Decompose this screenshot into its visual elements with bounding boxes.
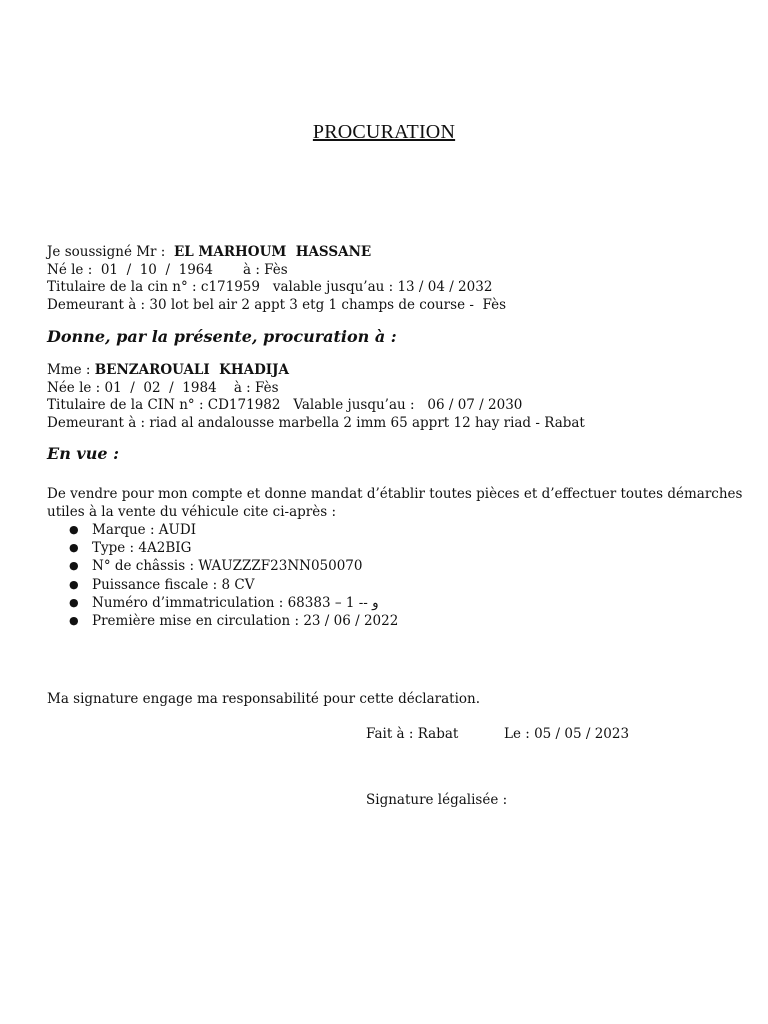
bullet-icon: ● bbox=[69, 577, 79, 591]
list-item bbox=[47, 557, 747, 575]
mandataire-name: BENZAROUALI KHADIJA bbox=[94, 362, 289, 378]
list-item bbox=[47, 539, 747, 557]
mandant-name: EL MARHOUM HASSANE bbox=[173, 244, 372, 260]
vehicle-item-text: N° de châssis : WAUZZZF23NN050070 bbox=[92, 558, 363, 575]
purpose-text: De vendre pour mon compte et donne mandat d’établir toutes pièces et d’effectuer toutes démarches utiles à la vente du véhicule cite ci-après : bbox=[47, 486, 743, 520]
bullet-icon: ● bbox=[69, 595, 79, 609]
fait-a: Fait à : Rabat bbox=[366, 726, 459, 742]
bullet-icon: ● bbox=[69, 613, 79, 627]
document-title: PROCURATION bbox=[312, 121, 456, 143]
signature-label: Signature légalisée : bbox=[366, 792, 508, 808]
mandataire-cin: Titulaire de la CIN n° : CD171982 Valable jusqu’au : 06 / 07 / 2030 bbox=[47, 397, 523, 413]
purpose-section bbox=[47, 486, 747, 630]
bullet-icon: ● bbox=[69, 523, 79, 536]
mandataire-section bbox=[47, 362, 747, 432]
list-item bbox=[47, 521, 747, 539]
vehicle-item-text: Puissance fiscale : 8 CV bbox=[92, 576, 255, 593]
mandant-cin: Titulaire de la cin n° : c171959 valable jusqu’au : 13 / 04 / 2032 bbox=[47, 279, 493, 295]
heading-donne: Donne, par la présente, procuration à : bbox=[47, 327, 397, 346]
signature-date: Le : 05 / 05 / 2023 bbox=[504, 726, 630, 742]
list-item bbox=[47, 594, 747, 612]
mandant-intro: Je soussigné Mr : bbox=[47, 244, 174, 260]
vehicle-item-text: Marque : AUDI bbox=[92, 522, 197, 538]
declaration-text: Ma signature engage ma responsabilité pour cette déclaration. bbox=[47, 691, 481, 707]
mandant-name-line bbox=[47, 244, 747, 262]
mandataire-intro: Mme : bbox=[47, 362, 95, 378]
vehicle-item-text: Première mise en circulation : 23 / 06 / 2022 bbox=[92, 612, 399, 629]
list-item bbox=[47, 612, 747, 630]
mandant-birth: Né le : 01 / 10 / 1964 à : Fès bbox=[47, 261, 288, 278]
vehicle-item-text: Numéro d’immatriculation : 68383 – 1 -- و bbox=[92, 594, 379, 611]
mandataire-birth: Née le : 01 / 02 / 1984 à : Fès bbox=[47, 379, 279, 396]
vehicle-item-text: Type : 4A2BIG bbox=[92, 540, 192, 557]
mandant-address: Demeurant à : 30 lot bel air 2 appt 3 etg 1 champs de course - Fès bbox=[47, 296, 507, 313]
mandataire-name-line bbox=[47, 362, 747, 380]
vehicle-list bbox=[47, 521, 747, 630]
mandataire-address: Demeurant à : riad al andalousse marbella 2 imm 65 apprt 12 hay riad - Rabat bbox=[47, 414, 585, 431]
heading-en-vue: En vue : bbox=[47, 444, 119, 463]
list-item bbox=[47, 576, 747, 594]
mandant-section bbox=[47, 244, 747, 314]
bullet-icon: ● bbox=[69, 541, 79, 555]
bullet-icon: ● bbox=[69, 559, 79, 573]
